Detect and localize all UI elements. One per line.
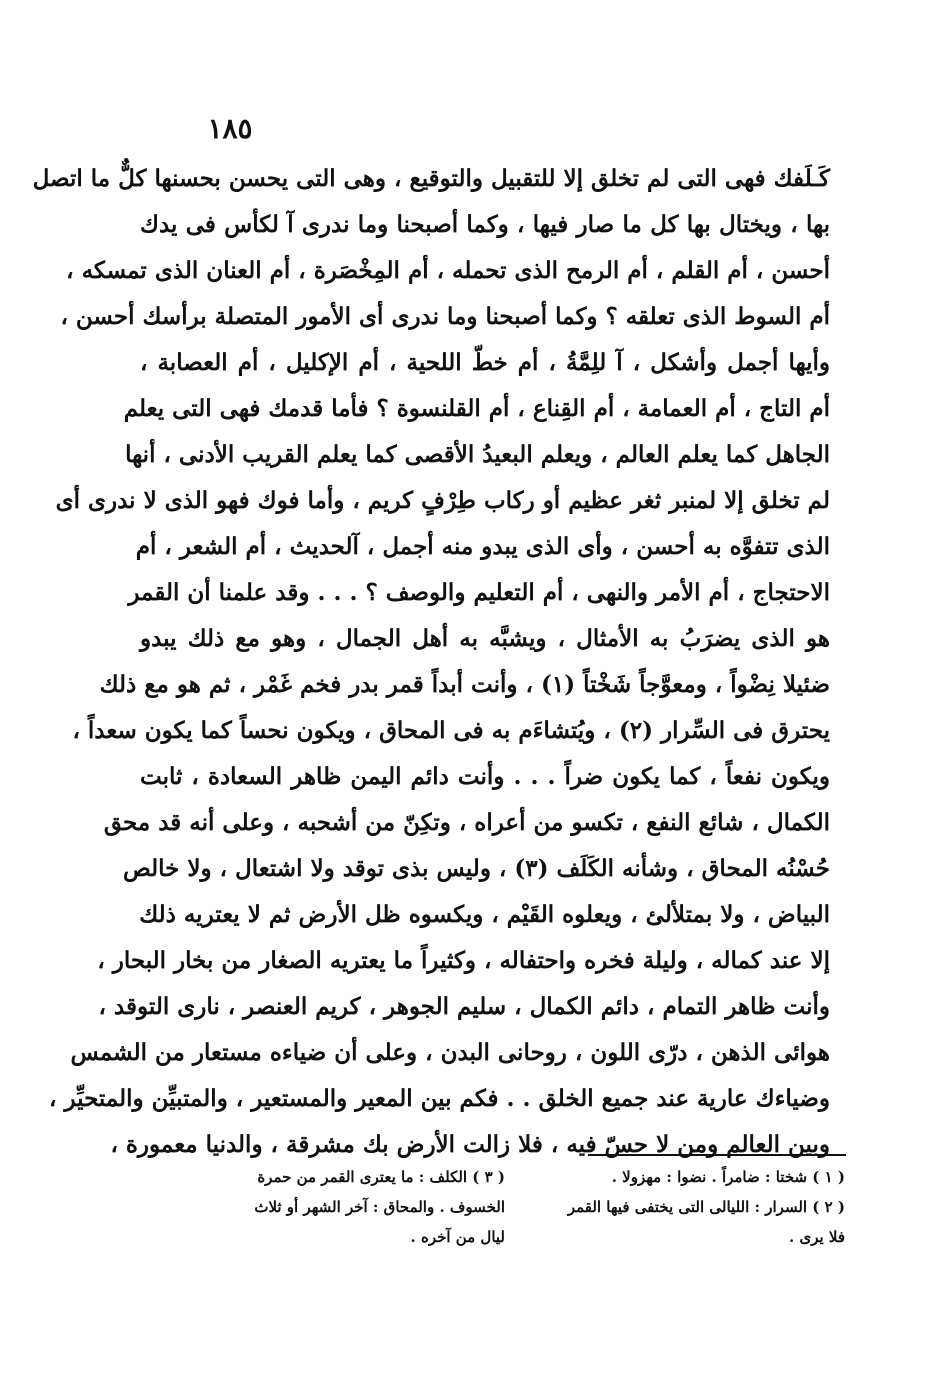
- text-line: وأنت ظاهر التمام ، دائم الكمال ، سليم الجوهر ، كريم العنصر ، نارى التوقد ،: [98, 993, 830, 1020]
- text-line: إلا عند كماله ، وليلة فخره واحتفاله ، وكثيراً ما يعتريه الصغار من بخار البحار ،: [97, 947, 830, 974]
- body-text: [32, 156, 830, 1168]
- text-line: الجاهل كما يعلم العالم ، ويعلم البعيدُ الأقصى كما يعلم القريب الأدنى ، أنها: [125, 441, 830, 468]
- text-line: حُسْنُه المحاق ، وشأنه الكَلَف (٣) ، وليس بذى توقد ولا اشتعال ، ولا خالص: [122, 855, 830, 882]
- text-line: وأيها أجمل وأشكل ، آ للِمَّةُ ، أم خطّ اللحية ، أم الإكليل ، أم العصابة ،: [140, 349, 830, 376]
- text-line: هو الذى يضرَبُ به الأمثال ، ويشبَّه به أهل الجمال ، وهو مع ذلك يبدو: [140, 625, 830, 652]
- text-line: الاحتجاج ، أم الأمر والنهى ، أم التعليم والوصف ؟ . . . وقد علمنا أن القمر: [128, 579, 830, 606]
- text-line: أحسن ، أم القلم ، أم الرمح الذى تحمله ، أم المِخْصَرة ، أم العنان الذى تمسكه ،: [66, 257, 830, 284]
- footnote-line: ( ٣ ) الكلف : ما يعترى القمر من حمرة: [257, 1168, 505, 1186]
- text-line: وضياءك عارية عند جميع الخلق . . فكم بين المعير والمستعير ، والمتبيِّن والمتحيِّر ،: [49, 1085, 830, 1112]
- footnote-line: ( ١ ) شختا : ضامراً . نضوا : مهزولا .: [611, 1168, 845, 1186]
- text-line: البياض ، ولا بمتلألئ ، ويعلوه القَيْم ، ويكسوه ظل الأرض ثم لا يعتريه ذلك: [139, 901, 830, 928]
- text-line: الذى تتفوَّه به أحسن ، وأى الذى يبدو منه أجمل ، آلحديث ، أم الشعر ، أم: [135, 533, 830, 560]
- text-line: الكمال ، شائع النفع ، تكسو من أعراه ، وتكِنّ من أشحبه ، وعلى أنه قد محق: [103, 809, 830, 836]
- text-line: وبين العالم ومن لا حسّ فيه ، فلا زالت الأرض بك مشرقة ، والدنيا معمورة ،: [110, 1131, 830, 1158]
- footnote-line: الخسوف . والمحاق : آخر الشهر أو ثلاث: [254, 1198, 505, 1216]
- text-line: أم السوط الذى تعلقه ؟ وكما أصبحنا وما ندرى أى الأمور المتصلة برأسك أحسن ،: [60, 303, 830, 330]
- text-line: كَـلَفك فهى التى لم تخلق إلا للتقبيل والتوقيع ، وهى التى يحسن بحسنها كلٌّ ما اتصل: [32, 165, 830, 192]
- text-line: لم تخلق إلا لمنبر ثغر عظيم أو ركاب طِرْفٍ كريم ، وأما فوك فهو الذى لا ندرى أى: [55, 487, 830, 514]
- text-line: أم التاج ، أم العمامة ، أم القِناع ، أم القلنسوة ؟ فأما قدمك فهى التى يعلم: [123, 395, 830, 422]
- footnotes-column-left: [180, 1162, 505, 1252]
- footnotes-column-right: [520, 1162, 845, 1252]
- footnote-line: ليال من آخره .: [410, 1228, 505, 1246]
- text-line: بها ، ويختال بها كل ما صار فيها ، وكما أصبحنا وما ندرى آ لكأس فى يدك: [140, 211, 830, 238]
- footnote-line: فلا يرى .: [789, 1228, 845, 1246]
- text-line: هوائى الذهن ، درّى اللون ، روحانى البدن ، وعلى أن ضياءه مستعار من الشمس: [70, 1039, 830, 1066]
- text-line: ويكون نفعاً ، كما يكون ضراً . . . وأنت دائم اليمن ظاهر السعادة ، ثابت: [140, 763, 830, 790]
- footnote-divider: [588, 1154, 846, 1156]
- text-line: ضئيلا نِضْواً ، ومعوَّجاً شَخْتاً (١) ، وأنت أبداً قمر بدر فخم غَمْر ، ثم هو مع ذلك: [99, 671, 830, 698]
- page-number: ١٨٥: [207, 112, 253, 145]
- text-line: يحترق فى السِّرار (٢) ، ويُتشاءَم به فى المحاق ، ويكون نحساً كما يكون سعداً ،: [72, 717, 830, 744]
- footnote-line: ( ٢ ) السرار : الليالى التى يختفى فيها القمر: [567, 1198, 845, 1216]
